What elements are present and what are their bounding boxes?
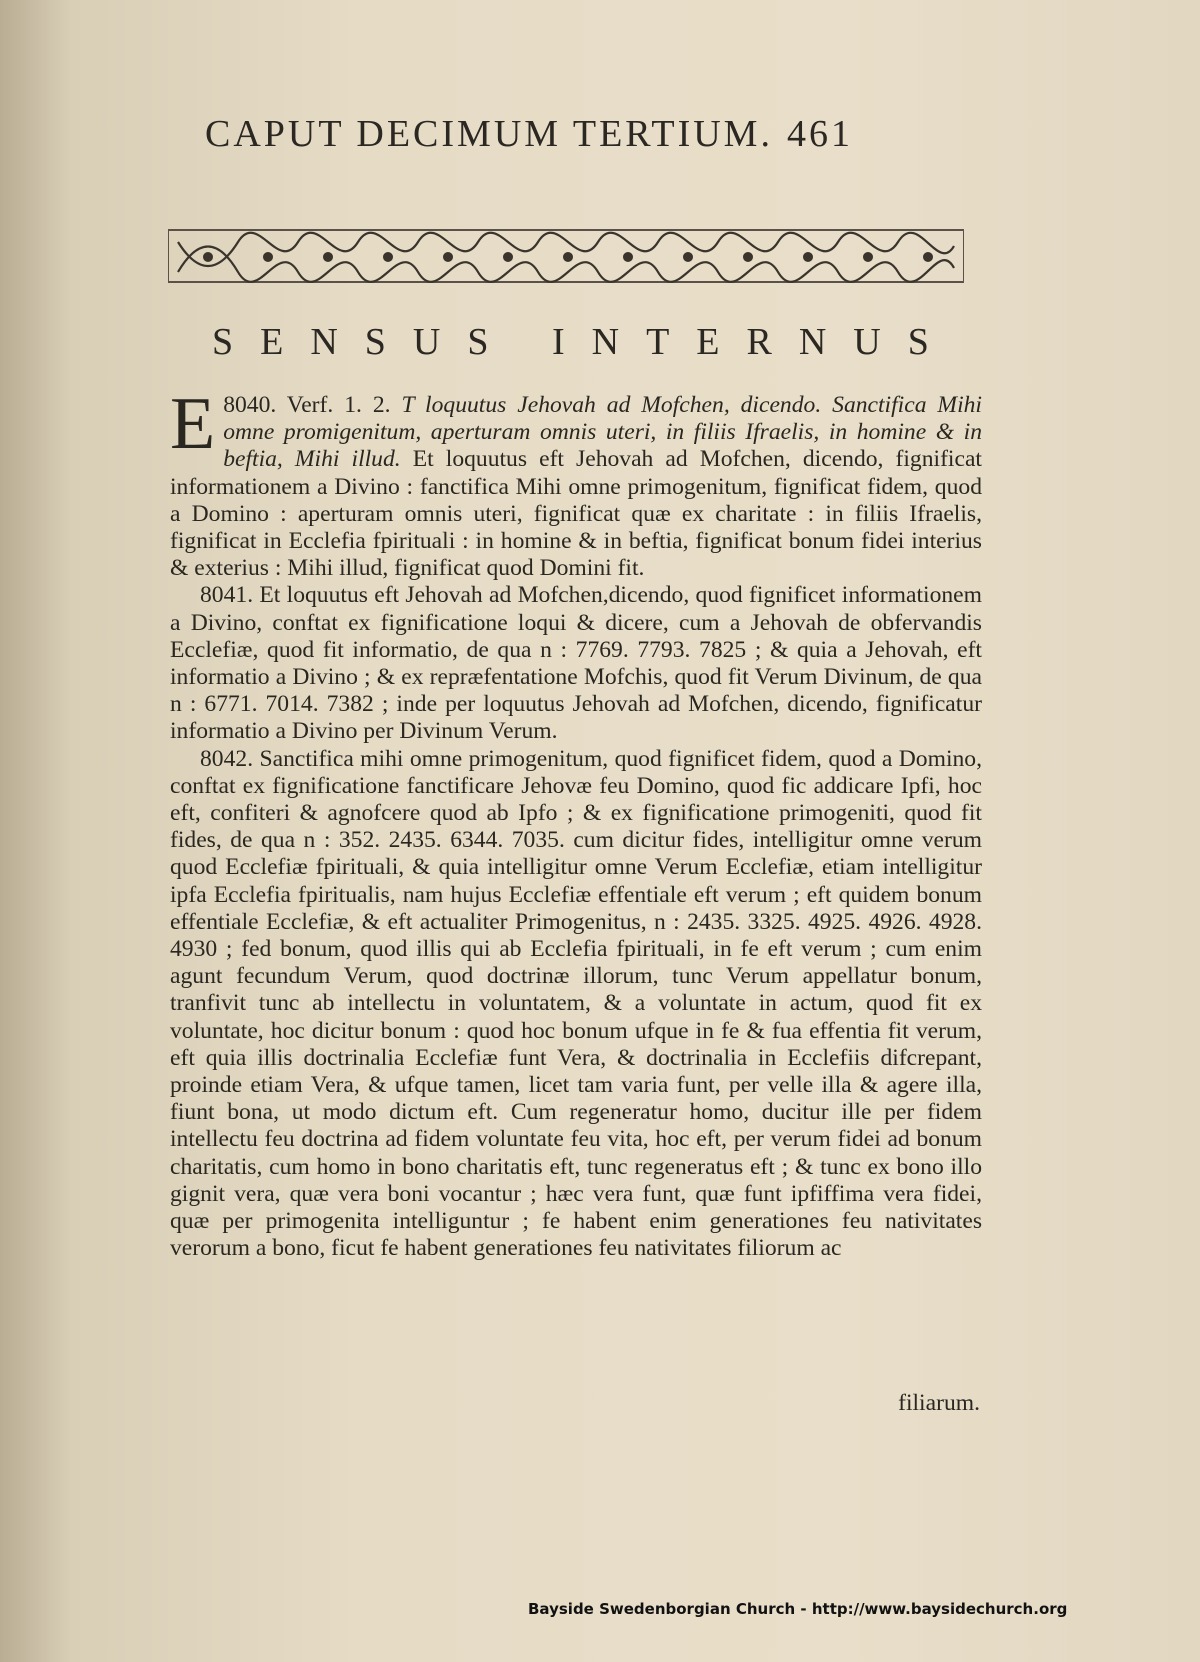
paragraph-8040 — [170, 383, 982, 582]
header-title: CAPUT DECIMUM TERTIUM. — [205, 113, 773, 155]
footer-credit: Bayside Swedenborgian Church - http://www.baysidechurch.org — [528, 1600, 1068, 1618]
drop-cap: E — [170, 383, 216, 465]
paragraph-8040-number: 8040. Verf. 1. 2. — [223, 392, 391, 418]
paragraph-8040-text: Et loquutus eft Jehovah ad Mofchen, dicendo, fignificat informationem a Divino : fanctifica Mihi omne primogenitum, fignificat fidem, quod a Domino : aperturam omnis uteri, fignificat quæ ex charitate : in filiis Ifraelis, fignificat in Ecclefia fpirituali : in homine & in beftia, fignificat bonum fidei interius & exterius : Mihi illud, fignificat quod Domini fit. — [170, 446, 982, 582]
paragraph-8042: 8042. Sanctifica mihi omne primogenitum, quod fignificet fidem, quod a Domino, conftat ex fignificatione fanctificare Jehovæ feu Domino, quod fic addicare Ipfi, hoc eft, confiteri & agnofcere quod ab Ipfo ; & ex fignificatione primogeniti, quod fit fides, de qua n : 352. 2435. 6344. 7035. cum dicitur fides, intelligitur omne verum quod Ecclefiæ fpirituali, & quia intelligitur omne Verum Ecclefiæ, etiam intelligitur ipfa Ecclefia fpiritualis, nam hujus Ecclefiæ effentiale eft verum ; eft quidem bonum effentiale Ecclefiæ, & eft actualiter Primogenitus, n : 2435. 3325. 4925. 4926. 4928. 4930 ; fed bonum, quod illis qui ab Ecclefia fpirituali, in fe eft verum ; cum enim agunt fecundum Verum, quod doctrinæ illorum, tunc Verum appellatur bonum, tranfivit tunc ab intellectu in voluntatem, & a voluntate in actum, quod fit ex voluntate, hoc dicitur bonum : quod hoc bonum ufque in fe & fua effentia fit verum, eft quia illis doctrinalia Ecclefiæ funt Vera, & doctrinalia in Ecclefiis difcrepant, proinde etiam Vera, & ufque tamen, licet tam varia funt, per velle illa & agere illa, fiunt bona, ut modo dictum eft. Cum regeneratur homo, ducitur ille per fidem intellectu feu doctrina ad fidem voluntate feu vita, hoc eft, per verum fidei ad bonum charitatis, cum homo in bono charitatis eft, tunc regeneratus eft ; & tunc ex bono illo gignit vera, quæ vera boni vocantur ; hæc vera funt, quæ funt ipfiffima vera fidei, quæ per primogenita intelliguntur ; fe habent enim generationes feu nativitates verorum a bono, ficut fe habent generationes feu nativitates filiorum ac — [170, 745, 982, 1262]
scripture-quote: T loquutus Jehovah ad Mofchen, dicendo. Sanctifica Mihi omne promigenitum, aperturam omnis uteri, in filiis Ifraelis, in homine & in beftia, Mihi illud. — [223, 392, 982, 473]
decorative-ornament-band — [168, 228, 964, 284]
paragraph-8041: 8041. Et loquutus eft Jehovah ad Mofchen,dicendo, quod fignificet informationem a Divino, conftat ex fignificatione loqui & dicere, cum a Jehovah de obfervandis Ecclefiæ, quod fit informatio, de qua n : 7769. 7793. 7825 ; & quia a Jehovah, eft informatio a Divino ; & ex repræfentatione Mofchis, quod fit Verum Divinum, de qua n : 6771. 7014. 7382 ; inde per loquutus Jehovah ad Mofchen, dicendo, fignificatur informatio a Divino per Divinum Verum. — [170, 582, 982, 745]
page-number: 461 — [786, 113, 853, 155]
catchword: filiarum. — [898, 1390, 980, 1416]
running-header — [205, 112, 985, 156]
section-title: SENSUS INTERNUS — [212, 321, 956, 363]
body-text — [170, 383, 982, 1263]
